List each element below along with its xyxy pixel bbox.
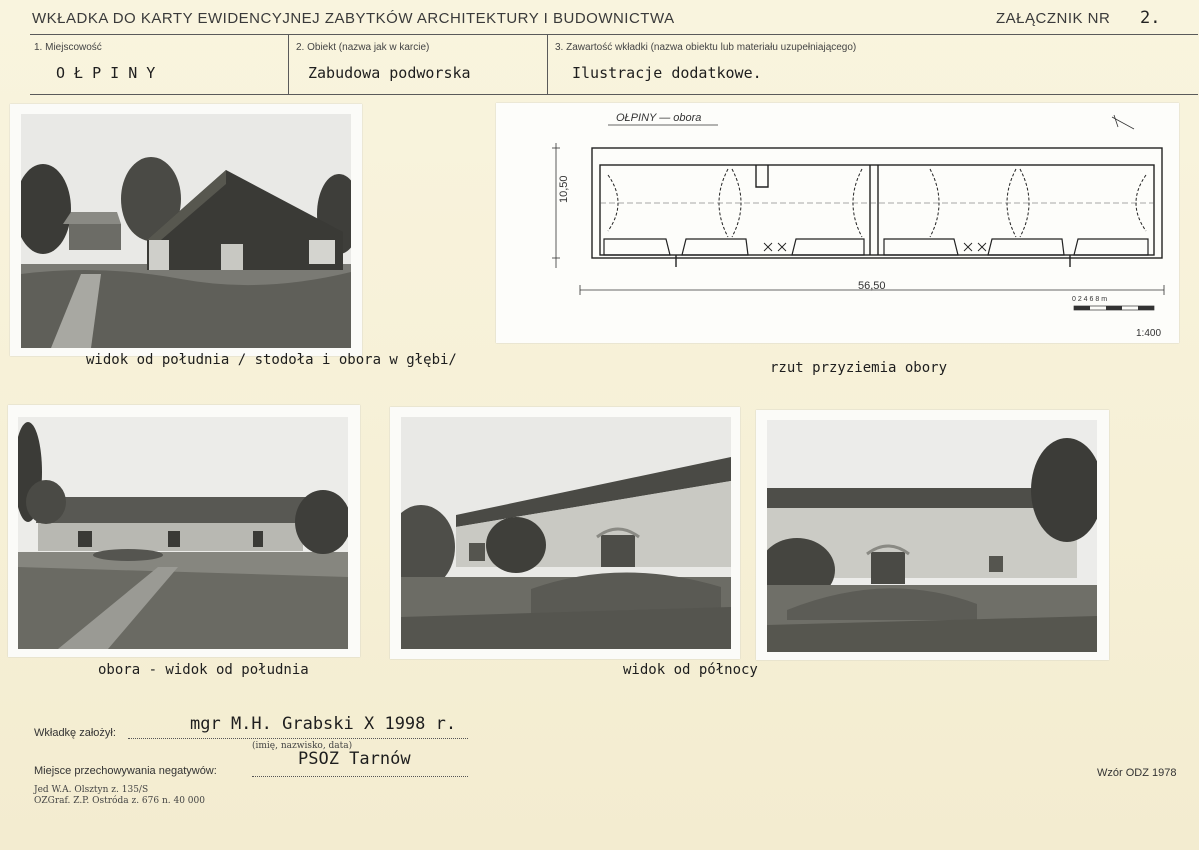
caption-photo-1: widok od południa / stodoła i obora w głębi/ bbox=[86, 352, 457, 368]
field-divider-1 bbox=[288, 35, 289, 94]
plan-dim-height: 10,50 bbox=[558, 175, 570, 203]
field-label-object: 2. Obiekt (nazwa jak w karcie) bbox=[296, 42, 430, 53]
annex-number: 2. bbox=[1140, 8, 1161, 28]
plan-scale-bar: 0 2 4 6 8 m bbox=[1072, 296, 1108, 303]
author-dotline bbox=[128, 738, 468, 739]
field-value-locality: O Ł P I N Y bbox=[56, 64, 156, 82]
photo-cowshed-south bbox=[8, 405, 360, 657]
card-title: WKŁADKA DO KARTY EWIDENCYJNEJ ZABYTKÓW ARCHITEKTURY I BUDOWNICTWA bbox=[32, 10, 675, 27]
negatives-label: Miejsce przechowywania negatywów: bbox=[34, 765, 217, 777]
annex-label: ZAŁĄCZNIK NR bbox=[996, 10, 1111, 27]
field-divider-2 bbox=[547, 35, 548, 94]
field-label-locality: 1. Miejscowość bbox=[34, 42, 102, 53]
negatives-dotline bbox=[252, 776, 468, 777]
field-label-contents: 3. Zawartość wkładki (nazwa obiektu lub materiału uzupełniającego) bbox=[555, 42, 857, 53]
author-hint: (imię, nazwisko, data) bbox=[252, 741, 353, 751]
author-value: mgr M.H. Grabski X 1998 r. bbox=[190, 714, 457, 734]
field-value-object: Zabudowa podworska bbox=[308, 64, 471, 82]
plan-scale: 1:400 bbox=[1136, 328, 1162, 339]
author-label: Wkładkę założył: bbox=[34, 727, 116, 739]
header-top-rule bbox=[30, 34, 1198, 35]
photo-cowshed-north-2 bbox=[756, 410, 1109, 660]
photo-barn-south bbox=[10, 104, 362, 356]
photo-cowshed-north-1 bbox=[390, 407, 740, 659]
caption-photo-2: obora - widok od południa bbox=[98, 662, 309, 678]
header-bottom-rule bbox=[30, 94, 1198, 95]
plan-dim-length: 56,50 bbox=[858, 280, 886, 292]
field-value-contents: Ilustracje dodatkowe. bbox=[572, 64, 762, 82]
form-mark: Wzór ODZ 1978 bbox=[1097, 767, 1177, 779]
floor-plan bbox=[496, 103, 1179, 343]
negatives-value: PSOZ Tarnów bbox=[298, 749, 411, 769]
print-line-2: OZGraf. Z.P. Ostróda z. 676 n. 40 000 bbox=[34, 796, 205, 806]
caption-photo-3-4: widok od północy bbox=[623, 662, 758, 678]
plan-title: OŁPINY — obora bbox=[616, 112, 702, 124]
print-line-1: Jed W.A. Olsztyn z. 135/S bbox=[34, 785, 149, 795]
caption-plan: rzut przyziemia obory bbox=[770, 360, 948, 376]
